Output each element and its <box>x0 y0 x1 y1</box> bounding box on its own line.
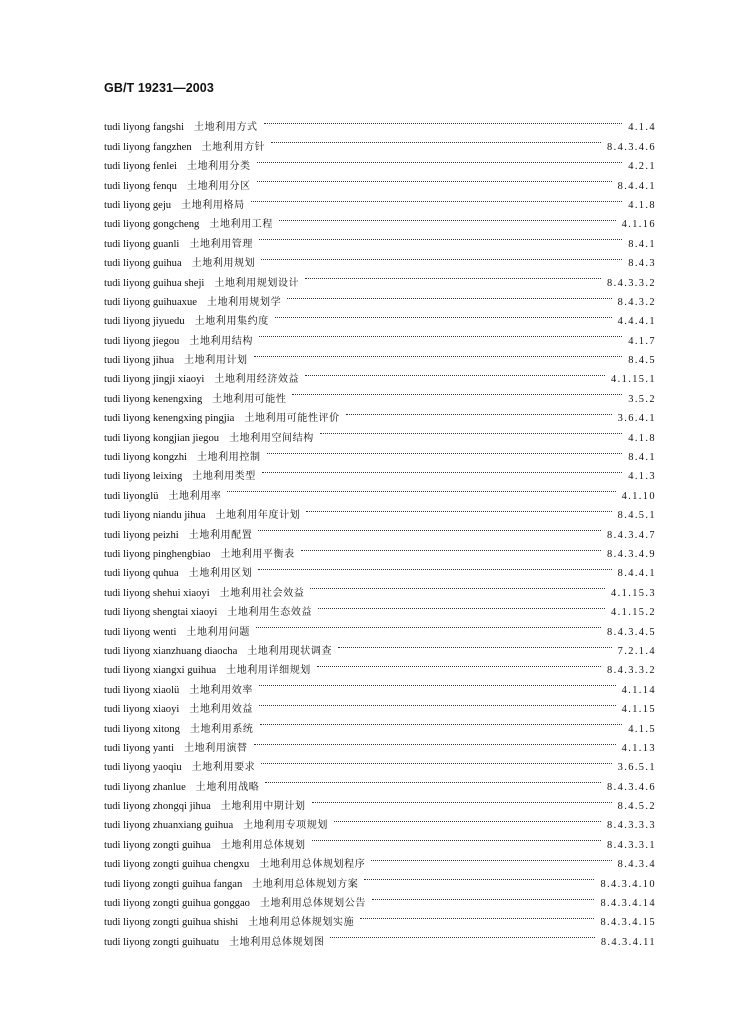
entry-reference-number: 4.1.15.1 <box>611 374 656 386</box>
entry-pinyin: tudi liyong zongti guihua fangan <box>104 878 243 890</box>
dot-leader <box>306 499 611 518</box>
index-entry <box>104 266 656 289</box>
entry-term: 土地利用总体规划图 <box>229 936 325 948</box>
entry-reference-number: 8.4.3.4.7 <box>607 529 656 541</box>
index-entry-list <box>104 111 656 948</box>
entry-term: 土地利用系统 <box>189 723 254 735</box>
entry-pinyin: tudi liyong guihuaxue <box>104 296 197 308</box>
entry-pinyin: tudi liyong fenqu <box>104 180 177 192</box>
entry-reference-number: 4.1.16 <box>621 219 656 231</box>
entry-pinyin: tudi liyong kenengxing <box>104 393 203 405</box>
entry-term: 土地利用格局 <box>181 199 245 211</box>
entry-reference-number: 8.4.3.4.6 <box>607 141 656 153</box>
entry-pinyin: tudi liyong gongcheng <box>104 219 200 231</box>
entry-reference-number: 8.4.3.4.11 <box>600 936 656 948</box>
dot-leader <box>259 673 616 692</box>
entry-reference-number: 7.2.1.4 <box>617 645 656 657</box>
entry-pinyin: tudi liyong shehui xiaoyi <box>104 587 210 599</box>
entry-reference-number: 8.4.3.4.5 <box>607 626 656 638</box>
entry-term: 土地利用专项规划 <box>243 820 328 832</box>
standard-code-header: GB/T 19231—2003 <box>104 81 214 95</box>
index-entry <box>104 324 656 347</box>
index-entry <box>104 247 656 270</box>
entry-term: 土地利用结构 <box>189 335 253 347</box>
entry-reference-number: 8.4.1 <box>628 238 656 250</box>
dot-leader <box>264 111 623 130</box>
dot-leader <box>271 130 601 149</box>
entry-pinyin: tudi liyong zhuanxiang guihua <box>104 820 234 832</box>
entry-term: 土地利用年度计划 <box>215 510 301 522</box>
entry-pinyin: tudi liyong xiangxi guihua <box>104 665 217 677</box>
entry-term: 土地利用可能性 <box>212 393 287 405</box>
entry-term: 土地利用总体规划 <box>220 839 306 851</box>
index-entry <box>104 712 656 735</box>
entry-pinyin: tudi liyong jiegou <box>104 335 180 347</box>
entry-term: 土地利用区划 <box>188 568 253 580</box>
entry-reference-number: 8.4.3 <box>628 258 656 270</box>
entry-reference-number: 8.4.5.1 <box>617 510 656 522</box>
entry-pinyin: tudi liyong xitong <box>104 723 180 735</box>
dot-leader <box>260 712 623 731</box>
entry-reference-number: 4.1.13 <box>621 742 656 754</box>
entry-reference-number: 8.4.3.3.1 <box>607 839 656 851</box>
entry-pinyin: tudi liyong niandu jihua <box>104 510 206 522</box>
dot-leader <box>320 421 622 440</box>
entry-term: 土地利用分区 <box>186 180 251 192</box>
entry-term: 土地利用演替 <box>184 742 248 754</box>
dot-leader <box>305 363 605 382</box>
index-entry <box>104 130 656 153</box>
entry-term: 土地利用中期计划 <box>220 801 306 813</box>
entry-pinyin: tudi liyong zhanlue <box>104 781 186 793</box>
entry-pinyin: tudi liyong xiaoyi <box>104 704 180 716</box>
dot-leader <box>301 538 601 557</box>
entry-term: 土地利用总体规划方案 <box>252 878 359 890</box>
dot-leader <box>312 828 601 847</box>
dot-leader <box>330 925 594 944</box>
entry-reference-number: 4.2.1 <box>628 161 656 173</box>
entry-term: 土地利用规划学 <box>206 296 282 308</box>
entry-pinyin: tudi liyong zongti guihua <box>104 839 211 851</box>
entry-reference-number: 4.1.5 <box>628 723 656 735</box>
dot-leader <box>360 906 594 925</box>
entry-reference-number: 4.1.15.3 <box>611 587 656 599</box>
entry-reference-number: 3.6.4.1 <box>617 413 656 425</box>
entry-reference-number: 4.1.10 <box>621 490 656 502</box>
entry-term: 土地利用规划设计 <box>214 277 300 289</box>
entry-term: 土地利用率 <box>168 490 222 502</box>
entry-pinyin: tudi liyong guanli <box>104 238 180 250</box>
entry-term: 土地利用规划 <box>191 258 256 270</box>
dot-leader <box>317 654 601 673</box>
index-entry <box>104 111 656 134</box>
entry-reference-number: 8.4.3.4.9 <box>607 548 656 560</box>
entry-reference-number: 4.4.4.1 <box>617 316 656 328</box>
entry-reference-number: 8.4.1 <box>628 452 656 464</box>
entry-reference-number: 8.4.3.4.15 <box>600 917 656 929</box>
entry-reference-number: 8.4.5 <box>628 355 656 367</box>
entry-pinyin: tudi liyong guihua <box>104 258 182 270</box>
entry-reference-number: 8.4.3.4 <box>617 859 656 871</box>
entry-reference-number: 4.1.15 <box>621 704 656 716</box>
entry-term: 土地利用方式 <box>194 122 258 134</box>
entry-reference-number: 8.4.3.4.6 <box>607 781 656 793</box>
entry-reference-number: 8.4.3.3.3 <box>607 820 656 832</box>
entry-reference-number: 4.1.15.2 <box>611 607 656 619</box>
entry-term: 土地利用计划 <box>184 355 248 367</box>
entry-pinyin: tudi liyong xianzhuang diaocha <box>104 645 238 657</box>
dot-leader <box>254 344 623 363</box>
entry-reference-number: 4.1.8 <box>628 199 656 211</box>
entry-pinyin: tudi liyong guihua sheji <box>104 277 205 289</box>
entry-pinyin: tudi liyong fangshi <box>104 122 185 134</box>
entry-term: 土地利用社会效益 <box>219 587 305 599</box>
dot-leader <box>310 576 605 595</box>
dot-leader <box>259 324 622 343</box>
entry-reference-number: 3.5.2 <box>628 393 656 405</box>
dot-leader <box>275 305 612 324</box>
dot-leader <box>334 809 601 828</box>
entry-pinyin: tudi liyong wenti <box>104 626 177 638</box>
dot-leader <box>292 382 622 401</box>
entry-reference-number: 3.6.5.1 <box>617 762 656 774</box>
dot-leader <box>287 286 611 305</box>
entry-reference-number: 8.4.3.3.2 <box>607 665 656 677</box>
dot-leader <box>257 150 623 169</box>
entry-pinyin: tudi liyong zhongqi jihua <box>104 801 211 813</box>
index-entry <box>104 576 656 599</box>
entry-reference-number: 8.4.4.1 <box>617 568 656 580</box>
dot-leader <box>265 770 601 789</box>
entry-term: 土地利用要求 <box>191 762 256 774</box>
entry-term: 土地利用生态效益 <box>227 607 313 619</box>
index-entry <box>104 693 656 716</box>
entry-term: 土地利用管理 <box>189 238 253 250</box>
entry-pinyin: tudi liyong pinghengbiao <box>104 548 211 560</box>
dot-leader <box>338 635 612 654</box>
entry-pinyin: tudi liyong zongti guihua shishi <box>104 917 239 929</box>
entry-term: 土地利用总体规划公告 <box>259 898 366 910</box>
entry-reference-number: 8.4.5.2 <box>617 801 656 813</box>
entry-term: 土地利用平衡表 <box>220 548 295 560</box>
entry-term: 土地利用控制 <box>196 452 261 464</box>
entry-reference-number: 8.4.3.4.10 <box>600 878 656 890</box>
entry-pinyin: tudi liyonglü <box>104 490 159 502</box>
entry-term: 土地利用效率 <box>189 684 253 696</box>
entry-pinyin: tudi liyong fangzhen <box>104 141 192 153</box>
entry-term: 土地利用问题 <box>186 626 250 638</box>
entry-pinyin: tudi liyong jihua <box>104 355 175 367</box>
dot-leader <box>262 460 622 479</box>
entry-pinyin: tudi liyong shengtai xiaoyi <box>104 607 218 619</box>
dot-leader <box>254 732 616 751</box>
entry-pinyin: tudi liyong xiaolü <box>104 684 180 696</box>
entry-pinyin: tudi liyong zongti guihuatu <box>104 936 220 948</box>
entry-term: 土地利用工程 <box>209 219 273 231</box>
entry-reference-number: 4.1.14 <box>621 684 656 696</box>
dot-leader <box>261 751 611 770</box>
entry-term: 土地利用现状调查 <box>247 645 333 657</box>
dot-leader <box>256 615 601 634</box>
dot-leader <box>261 247 622 266</box>
dot-leader <box>312 790 612 809</box>
entry-pinyin: tudi liyong quhua <box>104 568 179 580</box>
entry-reference-number: 4.1.7 <box>628 335 656 347</box>
entry-term: 土地利用战略 <box>195 781 260 793</box>
entry-pinyin: tudi liyong jiyuedu <box>104 316 185 328</box>
index-entry <box>104 479 656 502</box>
dot-leader <box>346 402 612 421</box>
entry-pinyin: tudi liyong zongti guihua gonggao <box>104 898 250 910</box>
dot-leader <box>364 867 594 886</box>
entry-pinyin: tudi liyong yaoqiu <box>104 762 182 774</box>
entry-term: 土地利用效益 <box>189 704 253 716</box>
dot-leader <box>259 693 616 712</box>
entry-term: 土地利用配置 <box>188 529 253 541</box>
entry-term: 土地利用详细规划 <box>226 665 311 677</box>
index-entry <box>104 732 656 754</box>
entry-term: 土地利用空间结构 <box>229 432 314 444</box>
entry-term: 土地利用总体规划程序 <box>259 859 366 871</box>
index-entry <box>104 538 656 560</box>
entry-pinyin: tudi liyong yanti <box>104 742 175 754</box>
dot-leader <box>257 169 612 188</box>
entry-pinyin: tudi liyong jingji xiaoyi <box>104 374 205 386</box>
entry-reference-number: 8.4.4.1 <box>617 180 656 192</box>
dot-leader <box>258 557 611 576</box>
index-entry <box>104 770 656 793</box>
dot-leader <box>258 518 601 537</box>
entry-term: 土地利用总体规划实施 <box>248 917 355 929</box>
dot-leader <box>371 848 611 867</box>
entry-term: 土地利用方针 <box>201 141 266 153</box>
entry-pinyin: tudi liyong peizhi <box>104 529 179 541</box>
entry-reference-number: 4.1.3 <box>628 471 656 483</box>
dot-leader <box>318 596 605 615</box>
entry-term: 土地利用分类 <box>186 161 251 173</box>
dot-leader <box>227 479 615 498</box>
entry-pinyin: tudi liyong kongjian jiegou <box>104 432 220 444</box>
entry-term: 土地利用类型 <box>192 471 256 483</box>
entry-pinyin: tudi liyong leixing <box>104 471 183 483</box>
entry-pinyin: tudi liyong fenlei <box>104 161 177 173</box>
dot-leader <box>251 189 623 208</box>
index-entry <box>104 344 656 367</box>
dot-leader <box>259 227 622 246</box>
entry-pinyin: tudi liyong kongzhi <box>104 452 187 464</box>
entry-term: 土地利用经济效益 <box>214 374 300 386</box>
dot-leader <box>372 887 594 906</box>
dot-leader <box>267 441 623 460</box>
entry-term: 土地利用集约度 <box>194 316 269 328</box>
entry-pinyin: tudi liyong geju <box>104 199 172 211</box>
entry-reference-number: 8.4.3.4.14 <box>600 898 656 910</box>
entry-reference-number: 4.1.4 <box>628 122 656 134</box>
entry-reference-number: 4.1.8 <box>628 432 656 444</box>
entry-pinyin: tudi liyong kenengxing pingjia <box>104 413 235 425</box>
index-entry <box>104 790 656 813</box>
entry-pinyin: tudi liyong zongti guihua chengxu <box>104 859 250 871</box>
entry-reference-number: 8.4.3.3.2 <box>607 277 656 289</box>
entry-reference-number: 8.4.3.2 <box>617 296 656 308</box>
entry-term: 土地利用可能性评价 <box>244 413 340 425</box>
dot-leader <box>305 266 601 285</box>
dot-leader <box>279 208 616 227</box>
